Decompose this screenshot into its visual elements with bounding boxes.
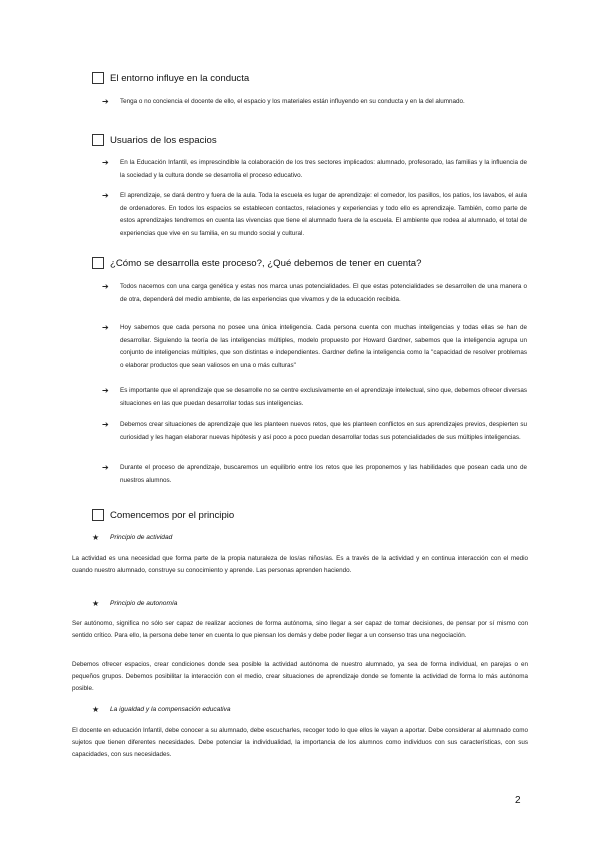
section-title: Comencemos por el principio — [110, 509, 235, 521]
section-heading — [92, 257, 421, 269]
principle-title: La igualdad y la compensación educativa — [110, 706, 231, 713]
checkbox-icon — [92, 134, 104, 146]
bullet-text: Debemos crear situaciones de aprendizaje que les planteen nuevos retos, que les planteen conflictos en sus aprendizajes previos, despierten su curiosidad y les hagan elaborar nuevas hipótesis y así poco a poco puedan desarrollar todas sus potencialidades de sus múltiples inteligencias. — [120, 421, 527, 441]
checkbox-icon — [92, 509, 104, 521]
arrow-icon: ➔ — [102, 158, 109, 167]
bullet-item — [102, 419, 527, 444]
principle-title: Principio de autonomía — [110, 600, 178, 607]
bullet-item — [102, 190, 527, 240]
principle-heading — [92, 533, 172, 542]
bullet-text: Es importante que el aprendizaje que se desarrolle no se centre exclusivamente en el aprendizaje intelectual, sino que, debemos ofrecer diversas situaciones en las que puedan desarrollar todas sus inteligencias. — [120, 387, 527, 407]
checkbox-icon — [92, 257, 104, 269]
bullet-text: Tenga o no conciencia el docente de ello, el espacio y los materiales están influyendo en su conducta y en la del alumnado. — [120, 98, 465, 105]
arrow-icon: ➔ — [102, 420, 109, 429]
section-heading — [92, 134, 217, 146]
bullet-item — [102, 462, 527, 487]
bullet-item — [102, 281, 527, 306]
star-icon: ★ — [92, 705, 100, 714]
paragraph: Debemos ofrecer espacios, crear condiciones donde sea posible la actividad autónoma de nuestro alumnado, ya sea de forma individual, en parejas o en pequeños grupos. Debemos posibilitar la interacción con el medio, crear situaciones de aprendizaje donde se fomente la actividad de forma lo más autónoma posible. — [72, 661, 528, 692]
section-heading — [92, 72, 249, 84]
bullet-item — [102, 96, 527, 109]
page-number: 2 — [515, 795, 521, 806]
star-icon: ★ — [92, 599, 100, 608]
bullet-item — [102, 157, 527, 182]
paragraph: La actividad es una necesidad que forma parte de la propia naturaleza de los/as niños/as. Es a través de la actividad y en continua interacción con el medio cuando nuestro alumnado, construye su conocimiento y aprende. Las personas aprenden haciendo. — [72, 555, 528, 574]
principle-heading — [92, 705, 231, 714]
arrow-icon: ➔ — [102, 282, 109, 291]
principle-title: Principio de actividad — [110, 534, 173, 541]
principle-heading — [92, 599, 177, 608]
arrow-icon: ➔ — [102, 191, 109, 200]
bullet-item — [102, 322, 527, 372]
bullet-text: El aprendizaje, se dará dentro y fuera de la aula. Toda la escuela es lugar de aprendizaje: el comedor, los pasillos, los patios, los lavabos, el aula de ordenadores. En todos los espacios se establecen contactos, relaciones y experiencias y todo ello es aprendizaje. También, como parte de estos aprendizajes tendremos en cuenta las vivencias que tiene el alumnado fuera de la escuela. El ambiente que rodea al alumnado, el total de experiencias que vive en su familia, en su mundo social y cultural. — [120, 192, 527, 237]
paragraph: Ser autónomo, significa no sólo ser capaz de realizar acciones de forma autónoma, sino llegar a ser capaz de tomar decisiones, de pensar por sí mismo con sentido crítico. Para ello, la persona debe tener en cuenta lo que piensan los demás y debe poder llegar a un consenso tras una negociación. — [72, 620, 528, 639]
arrow-icon: ➔ — [102, 463, 109, 472]
checkbox-icon — [92, 72, 104, 84]
bullet-text: Durante el proceso de aprendizaje, buscaremos un equilibrio entre los retos que les proponemos y las habilidades que posean cada uno de nuestros alumnos. — [120, 464, 527, 484]
bullet-text: En la Educación Infantil, es imprescindible la colaboración de los tres sectores implicados: alumnado, profesorado, las familias y la influencia de la sociedad y la cultura donde se desarrolla el proceso educativo. — [120, 159, 527, 179]
bullet-text: Hoy sabemos que cada persona no posee una única inteligencia. Cada persona cuenta con muchas inteligencias y todas ellas se han de desarrollar. Siguiendo la teoría de las inteligencias múltiples, modelo propuesto por Howard Gardner, sabemos que la inteligencia agrupa un conjunto de inteligencias múltiples, que son distintas e independientes. Gardner define la inteligencia como la "capacidad de resolver problemas o elaborar productos que sean valiosos en una o más culturas" — [120, 324, 527, 369]
bullet-text: Todos nacemos con una carga genética y estas nos marca unas potencialidades. El que estas potencialidades se desarrollen de una manera o de otra, dependerá del medio ambiente, de las experiencias que vivamos y de la educación recibida. — [120, 283, 527, 303]
arrow-icon: ➔ — [102, 323, 109, 332]
section-title: Usuarios de los espacios — [110, 134, 217, 146]
paragraph: El docente en educación Infantil, debe conocer a su alumnado, debe escucharles, recoger todo lo que ellos le vayan a aportar. Debe considerar al alumnado como sujetos que tienen diferentes necesidades. Debe potenciar la individualidad, la importancia de los alumnos como individuos con sus características, con sus capacidades, con sus necesidades. — [72, 727, 528, 758]
section-title: ¿Cómo se desarrolla este proceso?, ¿Qué debemos de tener en cuenta? — [110, 257, 422, 269]
section-title: El entorno influye en la conducta — [110, 72, 250, 84]
arrow-icon: ➔ — [102, 386, 109, 395]
arrow-icon: ➔ — [102, 97, 109, 106]
bullet-item — [102, 385, 527, 410]
section-heading — [92, 509, 234, 521]
star-icon: ★ — [92, 533, 100, 542]
